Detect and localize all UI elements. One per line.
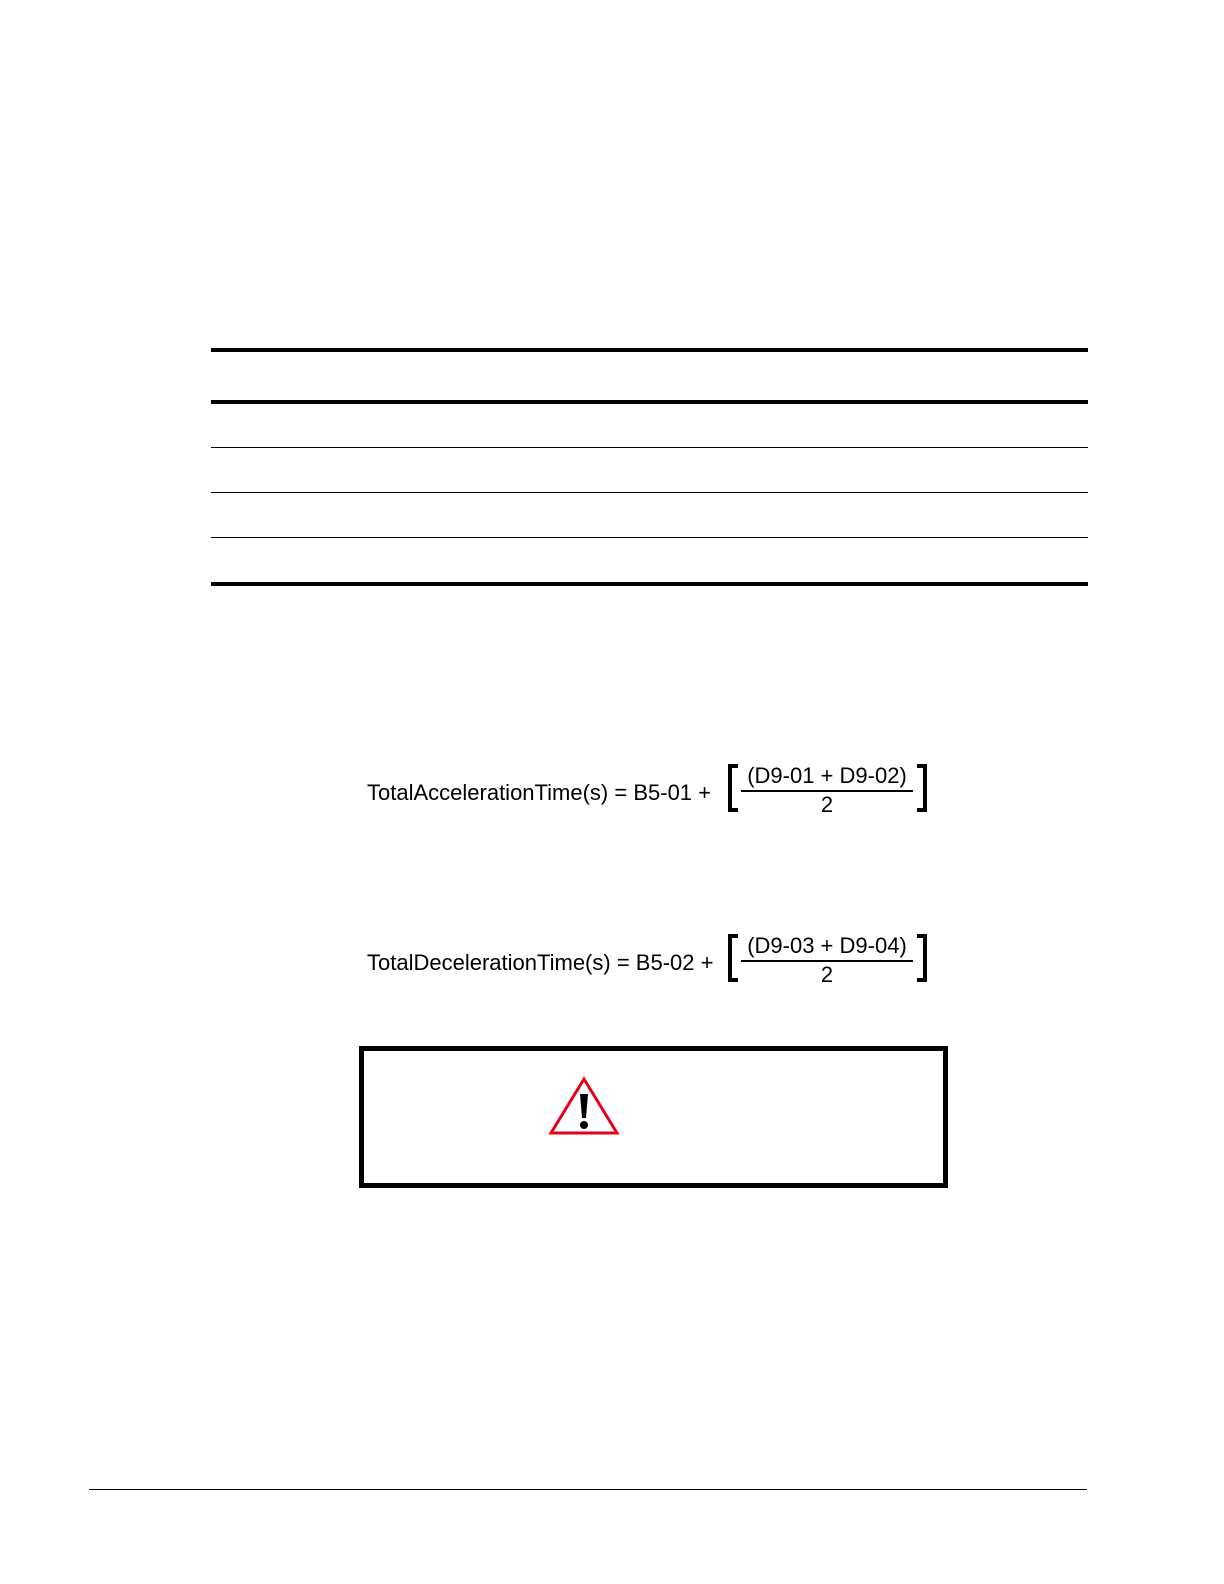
acceleration-fraction — [741, 764, 913, 816]
open-bracket — [728, 764, 738, 812]
open-bracket — [728, 934, 738, 982]
acceleration-formula-lhs: TotalAccelerationTime(s) = B5-01 + — [367, 780, 711, 805]
acceleration-denominator: 2 — [820, 792, 834, 817]
footer-rule — [89, 1489, 1087, 1490]
warning-box — [359, 1046, 948, 1188]
table-row-divider — [211, 537, 1088, 538]
table-row-divider — [211, 492, 1088, 493]
table-top-rule — [211, 348, 1088, 352]
deceleration-fraction — [741, 934, 913, 986]
deceleration-numerator: (D9-03 + D9-04) — [747, 933, 907, 958]
table-header-rule — [211, 400, 1088, 404]
acceleration-formula — [367, 764, 937, 824]
deceleration-formula — [367, 934, 937, 994]
deceleration-denominator: 2 — [820, 962, 834, 987]
acceleration-numerator: (D9-01 + D9-02) — [747, 763, 907, 788]
table-row-divider — [211, 447, 1088, 448]
table-bottom-rule — [211, 582, 1088, 586]
warning-triangle-icon — [548, 1076, 620, 1136]
close-bracket — [917, 934, 927, 982]
close-bracket — [917, 764, 927, 812]
deceleration-formula-lhs: TotalDecelerationTime(s) = B5-02 + — [367, 950, 714, 975]
